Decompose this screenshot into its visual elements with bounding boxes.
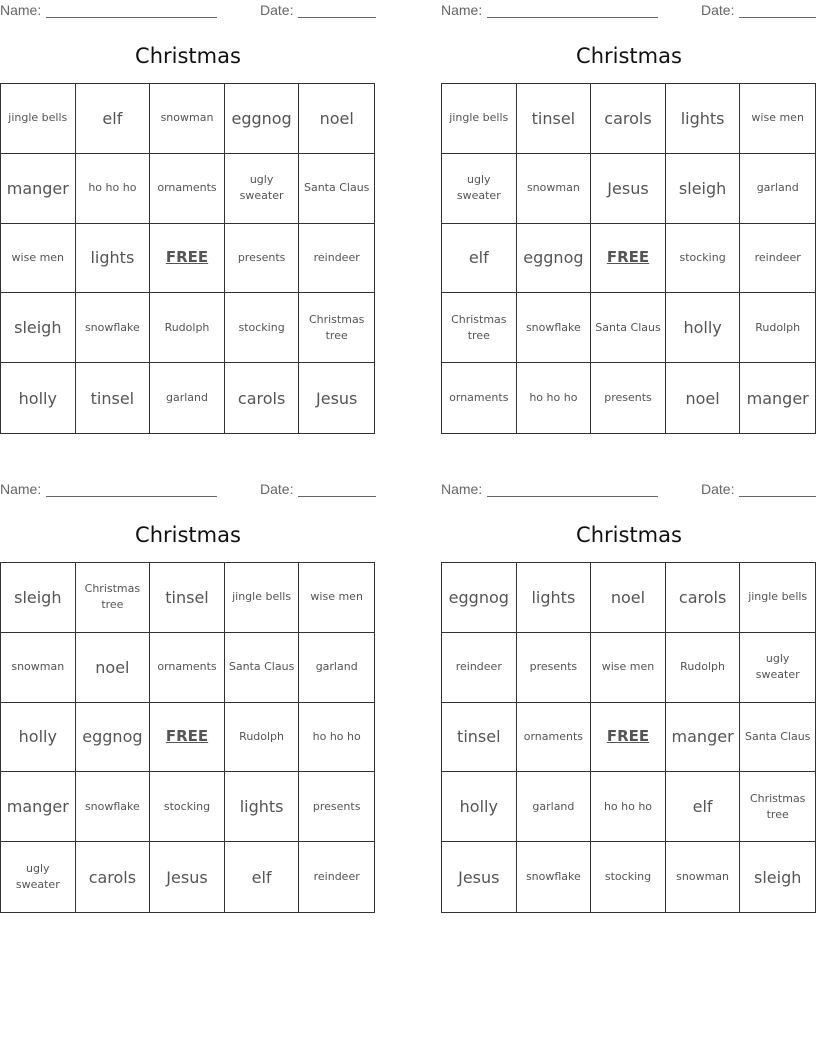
bingo-cell: Jesus	[442, 842, 517, 912]
date-label: Date:	[701, 481, 735, 497]
date-blank-line	[739, 496, 816, 497]
bingo-cell: ugly sweater	[740, 633, 815, 703]
bingo-cell: Jesus	[591, 154, 666, 224]
bingo-grid	[441, 562, 816, 913]
bingo-cell: elf	[442, 224, 517, 294]
bingo-cell: holly	[442, 772, 517, 842]
name-label: Name:	[0, 481, 42, 497]
bingo-cell: presents	[299, 772, 374, 842]
name-date-row	[441, 2, 816, 20]
bingo-cell: manger	[1, 154, 76, 224]
name-blank-line	[487, 17, 658, 18]
bingo-cell: ho ho ho	[591, 772, 666, 842]
bingo-cell: wise men	[1, 224, 76, 294]
bingo-cell: ornaments	[150, 633, 225, 703]
bingo-cell: ornaments	[150, 154, 225, 224]
bingo-cell: carols	[76, 842, 151, 912]
bingo-grid	[0, 83, 375, 434]
bingo-cell: Santa Claus	[740, 703, 815, 773]
bingo-cell: snowman	[517, 154, 592, 224]
bingo-cell: tinsel	[442, 703, 517, 773]
bingo-cell: sleigh	[1, 293, 76, 363]
name-label: Name:	[441, 2, 483, 18]
bingo-cell: tinsel	[150, 563, 225, 633]
bingo-cell: holly	[1, 703, 76, 773]
bingo-cell: ugly sweater	[225, 154, 300, 224]
bingo-cell: manger	[746, 388, 809, 408]
bingo-cell: stocking	[150, 772, 225, 842]
bingo-grid	[0, 562, 375, 913]
free-space: FREE	[150, 224, 225, 294]
bingo-cell: snowman	[1, 633, 76, 703]
card-title: Christmas	[576, 44, 682, 68]
bingo-cell: presents	[517, 633, 592, 703]
bingo-cell: sleigh	[666, 154, 741, 224]
name-blank-line	[487, 496, 658, 497]
bingo-cell: Christmas tree	[299, 293, 374, 363]
card-title: Christmas	[135, 523, 241, 547]
free-space: FREE	[591, 224, 666, 294]
bingo-grid	[441, 83, 816, 434]
bingo-cell: garland	[150, 363, 225, 433]
bingo-cell: sleigh	[1, 563, 76, 633]
bingo-cell: Santa Claus	[591, 293, 666, 363]
bingo-cell: holly	[1, 363, 76, 433]
bingo-cell: ornaments	[517, 703, 592, 773]
bingo-cell: eggnog	[442, 563, 517, 633]
bingo-cell: snowman	[150, 84, 225, 154]
bingo-cell: elf	[76, 84, 151, 154]
bingo-cell: presents	[225, 224, 300, 294]
bingo-cell: elf	[666, 772, 741, 842]
bingo-cell: manger	[666, 703, 741, 773]
date-label: Date:	[701, 2, 735, 18]
card-title: Christmas	[135, 44, 241, 68]
bingo-cell: jingle bells	[740, 563, 815, 633]
name-date-row	[441, 481, 816, 499]
bingo-cell: Jesus	[316, 388, 358, 408]
bingo-cell: garland	[740, 154, 815, 224]
bingo-cell: Christmas tree	[740, 772, 815, 842]
card-title: Christmas	[576, 523, 682, 547]
bingo-cell: manger	[1, 772, 76, 842]
bingo-cell: lights	[225, 772, 300, 842]
name-date-row	[0, 2, 376, 20]
bingo-cell: reindeer	[740, 224, 815, 294]
bingo-card-4	[441, 479, 816, 915]
bingo-cell: lights	[76, 224, 151, 294]
bingo-cell: ugly sweater	[442, 154, 517, 224]
bingo-cell: jingle bells	[1, 84, 76, 154]
name-label: Name:	[0, 2, 42, 18]
date-label: Date:	[260, 481, 294, 497]
bingo-cell: wise men	[591, 633, 666, 703]
bingo-cell: elf	[225, 842, 300, 912]
bingo-cell: carols	[225, 363, 300, 433]
bingo-card-2	[441, 0, 816, 436]
bingo-cell: snowflake	[76, 293, 151, 363]
date-label: Date:	[260, 2, 294, 18]
bingo-cell: ornaments	[442, 363, 517, 433]
date-blank-line	[298, 17, 376, 18]
bingo-cell: carols	[591, 84, 666, 154]
bingo-cell: ho ho ho	[299, 703, 374, 773]
bingo-cell: Rudolph	[225, 703, 300, 773]
bingo-cell: reindeer	[313, 870, 360, 884]
name-blank-line	[46, 17, 217, 18]
bingo-cell: wise men	[299, 563, 374, 633]
bingo-cell: tinsel	[517, 84, 592, 154]
bingo-cell: ho ho ho	[517, 363, 592, 433]
bingo-cell: lights	[517, 563, 592, 633]
bingo-cell: Santa Claus	[225, 633, 300, 703]
bingo-cell: eggnog	[225, 84, 300, 154]
bingo-cell: ho ho ho	[76, 154, 151, 224]
bingo-cell: snowman	[666, 842, 741, 912]
bingo-cell: sleigh	[754, 867, 802, 887]
bingo-cell: Rudolph	[740, 293, 815, 363]
bingo-cell: holly	[666, 293, 741, 363]
bingo-cell: noel	[591, 563, 666, 633]
bingo-cell: eggnog	[517, 224, 592, 294]
name-blank-line	[46, 496, 217, 497]
bingo-cell: Christmas tree	[76, 563, 151, 633]
bingo-cell: noel	[76, 633, 151, 703]
bingo-cell: Santa Claus	[299, 154, 374, 224]
bingo-cell: stocking	[225, 293, 300, 363]
bingo-cell: garland	[299, 633, 374, 703]
bingo-cell: reindeer	[442, 633, 517, 703]
bingo-card-3	[0, 479, 376, 915]
free-space: FREE	[150, 703, 225, 773]
date-blank-line	[298, 496, 376, 497]
bingo-cell: presents	[591, 363, 666, 433]
bingo-cell: reindeer	[299, 224, 374, 294]
bingo-cell: lights	[666, 84, 741, 154]
bingo-cell: ugly sweater	[1, 842, 76, 912]
bingo-cell: snowflake	[76, 772, 151, 842]
bingo-card-1	[0, 0, 376, 436]
bingo-cell: noel	[666, 363, 741, 433]
bingo-cell: carols	[666, 563, 741, 633]
bingo-cell: Jesus	[150, 842, 225, 912]
free-space: FREE	[591, 703, 666, 773]
bingo-cell: Rudolph	[666, 633, 741, 703]
bingo-cell: wise men	[740, 84, 815, 154]
bingo-cell: Rudolph	[150, 293, 225, 363]
bingo-cell: stocking	[591, 842, 666, 912]
bingo-cell: jingle bells	[225, 563, 300, 633]
bingo-cell: Christmas tree	[442, 293, 517, 363]
bingo-cell: eggnog	[76, 703, 151, 773]
bingo-cell: snowflake	[517, 293, 592, 363]
bingo-cell: snowflake	[517, 842, 592, 912]
bingo-cell: stocking	[666, 224, 741, 294]
bingo-cell: noel	[299, 84, 374, 154]
name-date-row	[0, 481, 376, 499]
bingo-cell: jingle bells	[442, 84, 517, 154]
bingo-cell: tinsel	[76, 363, 151, 433]
date-blank-line	[739, 17, 816, 18]
name-label: Name:	[441, 481, 483, 497]
bingo-cell: garland	[517, 772, 592, 842]
